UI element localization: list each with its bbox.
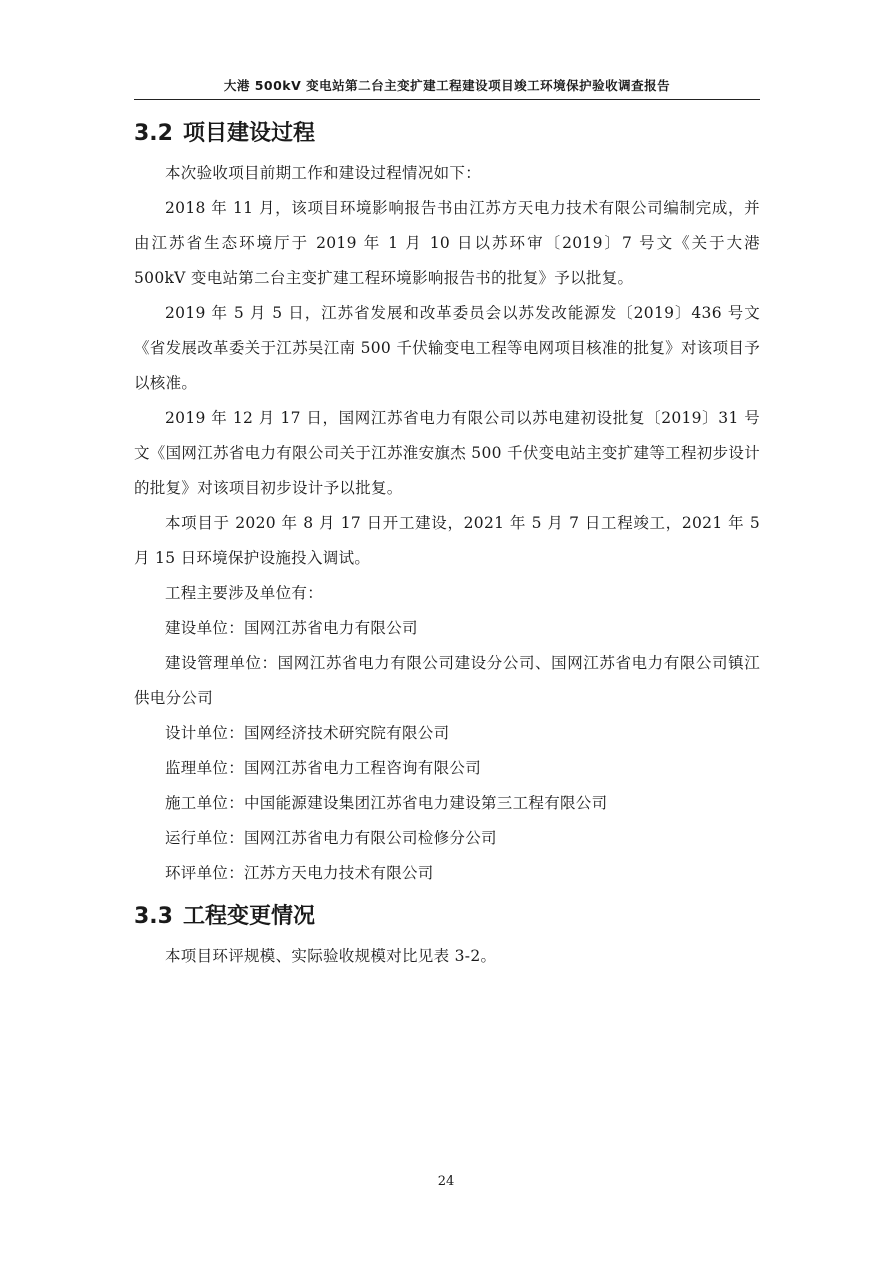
paragraph-contractor-unit: 施工单位：中国能源建设集团江苏省电力建设第三工程有限公司 [165, 794, 608, 812]
paragraph-scale-comparison: 本项目环评规模、实际验收规模对比见表 3-2。 [165, 947, 497, 965]
header-rule [134, 99, 760, 100]
paragraph-design-unit: 设计单位：国网经济技术研究院有限公司 [165, 724, 450, 742]
section-heading [134, 112, 760, 156]
paragraph-design-approval: 2019 年 12 月 17 日，国网江苏省电力有限公司以苏电建初设批复〔2019〕31 号文《国网江苏省电力有限公司关于江苏淮安旗杰 500 千伏变电站主变扩建等工程初步设计的批复》对该项目初步设计予以批复。 [134, 409, 760, 497]
section-title: 工程变更情况 [182, 904, 315, 929]
paragraph-eia-approval: 2018 年 11 月，该项目环境影响报告书由江苏方天电力技术有限公司编制完成，并由江苏省生态环境厅于 2019 年 1 月 10 日以苏环审〔2019〕7 号文《关于大港 500kV 变电站第二台主变扩建工程环境影响报告书的批复》予以批复。 [134, 199, 760, 287]
running-header: 大港 500kV 变电站第二台主变扩建工程建设项目竣工环境保护验收调查报告 [223, 78, 671, 93]
paragraph-eia-unit: 环评单位：江苏方天电力技术有限公司 [165, 864, 434, 882]
section-heading [134, 895, 760, 939]
section-number: 3.2 [134, 121, 173, 146]
section-3-2 [134, 112, 760, 891]
paragraph-operation-unit: 运行单位：国网江苏省电力有限公司检修分公司 [165, 829, 497, 847]
section-number: 3.3 [134, 904, 173, 929]
paragraph-construction-unit: 建设单位：国网江苏省电力有限公司 [165, 619, 418, 637]
paragraph-project-approval: 2019 年 5 月 5 日，江苏省发展和改革委员会以苏发改能源发〔2019〕436 号文《省发展改革委关于江苏吴江南 500 千伏输变电工程等电网项目核准的批复》对该项目予以核准。 [134, 304, 760, 392]
paragraph-construction-timeline: 本项目于 2020 年 8 月 17 日开工建设，2021 年 5 月 7 日工程竣工，2021 年 5 月 15 日环境保护设施投入调试。 [134, 514, 760, 567]
section-title: 项目建设过程 [182, 121, 315, 146]
paragraph-supervision-unit: 监理单位：国网江苏省电力工程咨询有限公司 [165, 759, 482, 777]
paragraph-management-unit: 建设管理单位：国网江苏省电力有限公司建设分公司、国网江苏省电力有限公司镇江供电分公司 [134, 654, 760, 707]
paragraph-units-intro: 工程主要涉及单位有： [165, 584, 324, 602]
section-3-3 [134, 895, 760, 974]
paragraph-intro: 本次验收项目前期工作和建设过程情况如下： [165, 164, 482, 182]
page-body [134, 112, 760, 974]
page-number: 24 [437, 1174, 455, 1189]
